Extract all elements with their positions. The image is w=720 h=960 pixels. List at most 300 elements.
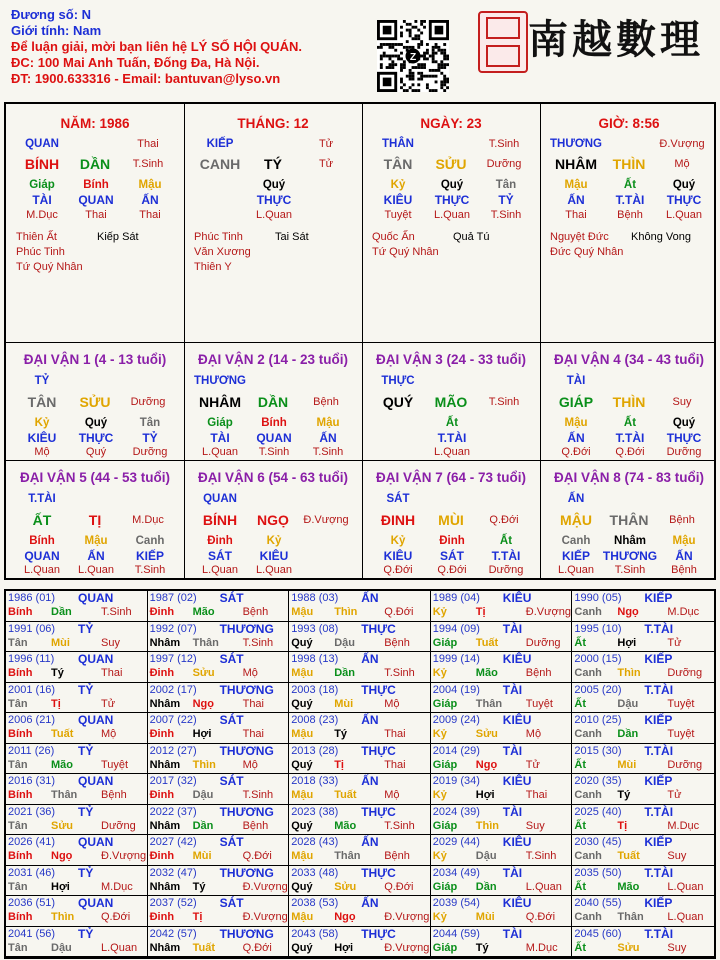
year-cell [148, 744, 290, 775]
year-god: T.TÀI [644, 926, 674, 941]
year-stem: Mậu [291, 850, 314, 862]
year-phase: T.Sinh [384, 819, 415, 832]
year-stem: Nhâm [149, 819, 181, 832]
hidden-phase: T.Sinh [490, 209, 522, 221]
year-branch: Tuất [617, 850, 640, 862]
year-god: THƯƠNG [219, 804, 274, 819]
heavenly-stem: TÂN [383, 156, 413, 172]
hidden-god: THỰC [434, 193, 470, 207]
year-label: 1988 (03) [291, 592, 339, 604]
year-cell [289, 927, 431, 958]
branch-phase: Dưỡng [486, 158, 522, 170]
year-phase: Tuyệt [525, 697, 553, 710]
dv-hidden-stem: Mậu [564, 417, 588, 429]
year-cell [431, 683, 573, 714]
year-cell [148, 713, 290, 744]
year-branch: Tuất [475, 636, 499, 649]
year-label: 2023 (38) [291, 805, 339, 818]
year-stem: Kỷ [432, 606, 447, 618]
year-god: THỰC [361, 926, 396, 941]
year-phase: Mộ [101, 728, 117, 740]
year-god: T.TÀI [644, 865, 674, 880]
year-phase: Tuyệt [667, 697, 695, 710]
year-stem: Kỷ [432, 911, 447, 923]
dv-hidden-stem: Kỷ [34, 417, 50, 429]
dai-van-title: ĐẠI VẬN 3 (24 - 33 tuổi) [375, 352, 527, 367]
stem-god: THÂN [382, 138, 414, 150]
year-branch: Hợi [334, 941, 354, 954]
year-phase: Bệnh [101, 789, 127, 801]
hidden-stem: Mậu [564, 179, 588, 191]
year-cell [431, 774, 573, 805]
year-stem: Tân [8, 880, 28, 893]
year-stem: Nhâm [149, 758, 181, 771]
year-god: KIẾP [644, 652, 673, 666]
dv-hidden-stem: Giáp [207, 417, 233, 429]
year-phase: Thai [384, 758, 406, 771]
star-item: Không Vong [631, 231, 691, 243]
hidden-god: THỰC [256, 193, 292, 207]
year-phase: Đ.Vượng [384, 911, 430, 923]
year-branch: Hợi [475, 789, 495, 801]
dv-hidden-stem: Canh [561, 535, 591, 547]
dv-hidden-god: THỰC [78, 431, 114, 445]
year-label: 2039 (54) [432, 897, 480, 909]
year-god: ẤN [361, 835, 379, 849]
year-god: KIÊU [502, 896, 532, 910]
hidden-stem: Quý [440, 179, 464, 191]
year-label: 2045 (60) [574, 927, 622, 940]
year-stem: Đinh [149, 911, 175, 923]
year-label: 2025 (40) [574, 805, 622, 818]
dv-hidden-god: ẤN [675, 549, 693, 563]
year-cell [289, 774, 431, 805]
year-branch: Hợi [51, 880, 70, 893]
year-label: 2040 (55) [574, 897, 622, 909]
year-label: 2015 (30) [574, 744, 622, 757]
year-label: 2031 (46) [8, 866, 56, 879]
year-cell [6, 805, 148, 836]
dv-hidden-phase: L.Quan [77, 564, 115, 576]
year-label: 2002 (17) [149, 683, 197, 696]
dv-hidden-phase: Dưỡng [488, 564, 524, 576]
dv-hidden-god: KIẾP [135, 549, 164, 563]
year-branch: Tị [192, 911, 203, 923]
year-stem: Canh [574, 789, 602, 801]
year-god: TÀI [502, 804, 523, 819]
year-god: THƯƠNG [219, 926, 274, 941]
year-branch: Thân [51, 789, 78, 801]
year-cell [431, 896, 573, 927]
year-label: 2005 (20) [574, 683, 622, 696]
year-god: T.TÀI [644, 804, 674, 819]
year-branch: Thìn [475, 819, 500, 832]
year-branch: Thân [334, 850, 361, 862]
owner-label: Đương số: [11, 7, 79, 22]
year-label: 2021 (36) [8, 805, 56, 818]
earthly-branch: SỬU [435, 156, 467, 172]
year-cell [6, 683, 148, 714]
dv-hidden-god: QUAN [256, 431, 292, 445]
star-item: Phúc Tinh [16, 246, 65, 258]
year-cell [572, 896, 714, 927]
year-cell [572, 774, 714, 805]
dv-hidden-god: THỰC [666, 431, 702, 445]
year-god: THƯƠNG [219, 682, 274, 697]
dai-van-title: ĐẠI VẬN 4 (34 - 43 tuổi) [553, 352, 705, 367]
dv-hidden-stem: Mậu [316, 417, 340, 429]
year-phase: Bệnh [384, 850, 410, 862]
year-stem: Bính [8, 728, 33, 740]
dv-god: TỶ [34, 375, 50, 387]
year-label: 1997 (12) [149, 653, 197, 665]
dv-hidden-god: TÀI [210, 431, 230, 445]
year-cell [148, 774, 290, 805]
year-god: KIẾP [644, 896, 673, 910]
hidden-stem: Bính [83, 179, 109, 191]
star-item: Văn Xương [194, 246, 251, 258]
year-branch: Tuất [192, 941, 215, 954]
year-label: 2004 (19) [432, 683, 480, 696]
year-cell [431, 652, 573, 683]
dai-van-title: ĐẠI VẬN 7 (64 - 73 tuổi) [375, 470, 527, 485]
year-cell [6, 713, 148, 744]
year-stem: Mậu [291, 789, 314, 801]
year-cell [572, 713, 714, 744]
dv-hidden-god: SÁT [440, 549, 464, 563]
dv-phase: Suy [672, 396, 692, 408]
year-stem: Mậu [291, 911, 314, 923]
dv-hidden-stem: Quý [672, 417, 696, 429]
dv-stem: ẤT [32, 512, 52, 528]
earthly-branch: THÌN [612, 156, 646, 172]
year-stem: Kỷ [432, 667, 447, 679]
year-stem: Đinh [149, 606, 175, 618]
year-phase: Thai [101, 667, 123, 679]
hidden-stem: Quý [672, 179, 696, 191]
year-cell [572, 591, 714, 622]
hidden-stem: Quý [262, 179, 286, 191]
year-label: 1986 (01) [8, 592, 56, 604]
year-label: 2020 (35) [574, 775, 622, 787]
year-phase: Mộ [384, 789, 400, 801]
hidden-stem: Kỷ [390, 179, 406, 191]
dv-hidden-phase: T.Sinh [134, 564, 166, 576]
year-god: TỶ [78, 926, 94, 941]
year-branch: Dậu [192, 789, 214, 801]
year-phase: Mộ [525, 728, 542, 740]
year-phase: Q.Đới [525, 911, 556, 923]
year-branch: Thân [192, 636, 219, 649]
dv-phase: Đ.Vượng [303, 514, 349, 526]
year-label: 2029 (44) [432, 836, 480, 848]
dv-hidden-phase: L.Quan [433, 446, 471, 458]
year-branch: Tý [475, 941, 489, 954]
year-cell [148, 896, 290, 927]
year-branch: Tý [617, 789, 631, 801]
hidden-god: THỰC [666, 193, 702, 207]
dv-hidden-god: QUAN [24, 549, 60, 563]
year-stem: Tân [8, 758, 28, 771]
phone-email-line: ĐT: 1900.633316 - Email: bantuvan@lyso.vn [11, 71, 281, 86]
hidden-phase: Thai [565, 209, 587, 221]
hidden-god: TÀI [32, 193, 52, 207]
year-cell [289, 713, 431, 744]
year-cell [6, 774, 148, 805]
year-stem: Giáp [432, 819, 458, 832]
year-god: QUAN [78, 652, 114, 666]
year-phase: M.Dục [667, 819, 700, 832]
year-label: 2013 (28) [291, 744, 339, 757]
dv-hidden-phase: L.Quan [201, 446, 239, 458]
dv-hidden-stem: Mậu [672, 535, 696, 547]
year-cell [6, 896, 148, 927]
dv-god: THỰC [381, 375, 415, 387]
dv-hidden-stem: Tân [139, 417, 161, 429]
year-god: KIẾP [644, 774, 673, 788]
year-label: 2044 (59) [432, 927, 480, 940]
year-stem: Kỷ [432, 850, 447, 862]
year-phase: Q.Đới [384, 606, 414, 618]
year-label: 2042 (57) [149, 927, 197, 940]
year-label: 2000 (15) [574, 653, 622, 665]
hidden-god: TỶ [498, 193, 514, 207]
year-god: TÀI [502, 682, 523, 697]
year-god: ẤN [361, 652, 379, 666]
year-phase: T.Sinh [384, 667, 415, 679]
year-phase: Đ.Vượng [242, 880, 288, 893]
year-branch: Dậu [475, 850, 497, 862]
heavenly-stem: CANH [199, 156, 241, 172]
year-stem: Quý [291, 941, 313, 954]
year-stem: Canh [574, 667, 602, 679]
year-stem: Quý [291, 880, 313, 893]
dv-hidden-phase: Q.Đới [383, 564, 413, 576]
year-label: 2007 (22) [149, 714, 197, 726]
hidden-phase: Tuyệt [384, 209, 412, 221]
dv-hidden-god: KIÊU [259, 549, 289, 563]
year-branch: Dần [51, 606, 72, 618]
dv-hidden-stem: Kỷ [266, 535, 282, 547]
year-label: 1991 (06) [8, 622, 56, 635]
hidden-phase: Thai [85, 209, 107, 221]
heavenly-stem: NHÂM [555, 156, 597, 172]
year-branch: Tý [334, 728, 348, 740]
hidden-phase: Bệnh [617, 209, 643, 221]
year-god: SÁT [219, 896, 244, 910]
year-label: 2003 (18) [291, 683, 339, 696]
year-label: 1999 (14) [432, 653, 480, 665]
dv-branch: MÙI [438, 512, 464, 528]
dv-hidden-stem: Đinh [439, 535, 465, 547]
dv-stem: TÂN [27, 394, 57, 410]
year-god: SÁT [219, 591, 244, 605]
hidden-god: T.TÀI [615, 193, 645, 207]
hidden-god: KIÊU [383, 193, 413, 207]
year-phase: Dưỡng [525, 636, 561, 649]
hidden-phase: Thai [139, 209, 161, 221]
year-stem: Bính [8, 911, 33, 923]
year-label: 2043 (58) [291, 927, 339, 940]
year-branch: Ngọ [192, 697, 214, 710]
year-cell [572, 835, 714, 866]
year-label: 2018 (33) [291, 775, 339, 787]
year-cell [6, 744, 148, 775]
year-cell [572, 744, 714, 775]
year-label: 2038 (53) [291, 897, 339, 909]
year-god: THỰC [361, 621, 396, 636]
dv-hidden-phase: L.Quan [255, 564, 293, 576]
dv-hidden-god: THƯƠNG [602, 549, 658, 563]
year-label: 2030 (45) [574, 836, 622, 848]
dv-hidden-stem: Nhâm [614, 535, 646, 547]
year-stem: Quý [291, 636, 313, 649]
year-stem: Bính [8, 606, 33, 618]
qr-code[interactable] [377, 20, 449, 92]
red-seal-logo [478, 11, 528, 73]
year-cell [289, 896, 431, 927]
year-branch: Mùi [617, 758, 637, 771]
year-stem: Tân [8, 697, 28, 710]
year-cell [289, 591, 431, 622]
year-stem: Quý [291, 819, 313, 832]
year-branch: Mão [192, 606, 215, 618]
year-god: QUAN [78, 774, 114, 788]
year-phase: L.Quan [101, 941, 138, 954]
gender-value: Nam [72, 23, 102, 38]
year-stem: Mậu [291, 606, 314, 618]
year-cell [6, 927, 148, 958]
dv-hidden-stem: Ất [445, 417, 459, 429]
year-god: KIÊU [502, 652, 532, 666]
year-branch: Dần [617, 728, 639, 740]
earthly-branch: TÝ [264, 156, 282, 172]
contact-line: Để luận giải, mời bạn liên hệ LÝ SỐ HỘI QUÁN. [11, 39, 302, 54]
year-god: THỰC [361, 865, 396, 880]
year-god: KIÊU [502, 713, 532, 727]
year-phase: Đ.Vượng [525, 606, 571, 618]
year-god: THƯƠNG [219, 865, 274, 880]
year-label: 2008 (23) [291, 714, 339, 726]
year-label: 2032 (47) [149, 866, 197, 879]
year-phase: T.Sinh [101, 606, 132, 618]
year-stem: Ất [574, 758, 586, 771]
year-phase: Thai [384, 728, 406, 740]
dv-phase: Bệnh [313, 396, 339, 408]
year-phase: Q.Đới [384, 880, 414, 893]
year-label: 1993 (08) [291, 622, 339, 635]
star-item: Thiên Ất [16, 231, 57, 243]
year-cell [289, 652, 431, 683]
dv-stem: NHÂM [199, 394, 241, 410]
dv-hidden-god: T.TÀI [437, 431, 467, 445]
year-branch: Ngọ [334, 911, 356, 923]
dv-hidden-stem: Ất [623, 417, 637, 429]
star-item: Nguyệt Đức [550, 231, 609, 243]
year-branch: Mùi [334, 697, 354, 710]
year-label: 1992 (07) [149, 622, 197, 635]
dv-hidden-god: KIÊU [383, 549, 413, 563]
year-branch: Sửu [51, 819, 74, 832]
dai-van-title: ĐẠI VẬN 6 (54 - 63 tuổi) [197, 470, 349, 485]
hidden-phase: L.Quan [433, 209, 471, 221]
year-god: THỰC [361, 804, 396, 819]
year-cell [431, 622, 573, 653]
year-cell [289, 805, 431, 836]
year-branch: Thìn [617, 667, 641, 679]
year-branch: Dần [192, 819, 214, 832]
year-god: T.TÀI [644, 682, 674, 697]
year-god: QUAN [78, 896, 114, 910]
year-cell [572, 805, 714, 836]
dv-phase: M.Dục [132, 514, 164, 526]
year-label: 1987 (02) [149, 592, 197, 604]
pillar-title: THÁNG: 12 [237, 116, 309, 131]
year-label: 1998 (13) [291, 653, 339, 665]
dai-van-title: ĐẠI VẬN 2 (14 - 23 tuổi) [197, 352, 349, 367]
year-branch: Ngọ [617, 606, 639, 618]
year-stem: Đinh [149, 667, 175, 679]
dv-phase: Q.Đới [489, 514, 519, 526]
year-phase: Dưỡng [667, 667, 703, 679]
dv-hidden-god: ẤN [87, 549, 105, 563]
dv-hidden-stem: Đinh [207, 535, 233, 547]
year-cell [148, 683, 290, 714]
year-phase: L.Quan [525, 880, 562, 893]
year-stem: Tân [8, 819, 28, 832]
year-phase: T.Sinh [525, 850, 557, 862]
hidden-god: QUAN [78, 193, 114, 207]
year-label: 2006 (21) [8, 714, 56, 726]
star-item: Quả Tú [453, 231, 490, 243]
year-cell [431, 744, 573, 775]
star-item: Thiên Y [194, 261, 232, 273]
dv-hidden-phase: L.Quan [557, 564, 595, 576]
year-phase: T.Sinh [242, 789, 274, 801]
year-branch: Tị [51, 697, 61, 710]
year-cell [148, 622, 290, 653]
year-label: 2019 (34) [432, 775, 480, 787]
dv-phase: Dưỡng [130, 396, 166, 408]
year-stem: Canh [574, 606, 602, 618]
year-phase: Q.Đới [242, 941, 272, 954]
year-cell [6, 835, 148, 866]
year-stem: Mậu [291, 728, 314, 740]
year-label: 2033 (48) [291, 866, 339, 879]
year-stem: Canh [574, 911, 602, 923]
year-phase: Đ.Vượng [384, 941, 430, 954]
year-label: 2037 (52) [149, 897, 197, 909]
year-god: KIẾP [644, 713, 673, 727]
year-branch: Tuất [334, 789, 357, 801]
four-pillars-chart [4, 102, 716, 580]
dv-hidden-phase: L.Quan [23, 564, 61, 576]
year-cell [148, 805, 290, 836]
year-phase: Bệnh [525, 667, 552, 679]
year-branch: Tý [192, 880, 206, 893]
year-god: QUAN [78, 713, 114, 727]
year-cell [6, 866, 148, 897]
year-cell [289, 866, 431, 897]
dv-branch: TỊ [88, 512, 102, 528]
year-cell [431, 835, 573, 866]
year-branch: Thìn [334, 606, 358, 618]
dv-branch: DẦN [257, 394, 289, 410]
year-branch: Thìn [51, 911, 75, 923]
year-branch: Dần [475, 880, 497, 893]
year-label: 2009 (24) [432, 714, 480, 726]
gender-label: Giới tính: [11, 23, 70, 38]
